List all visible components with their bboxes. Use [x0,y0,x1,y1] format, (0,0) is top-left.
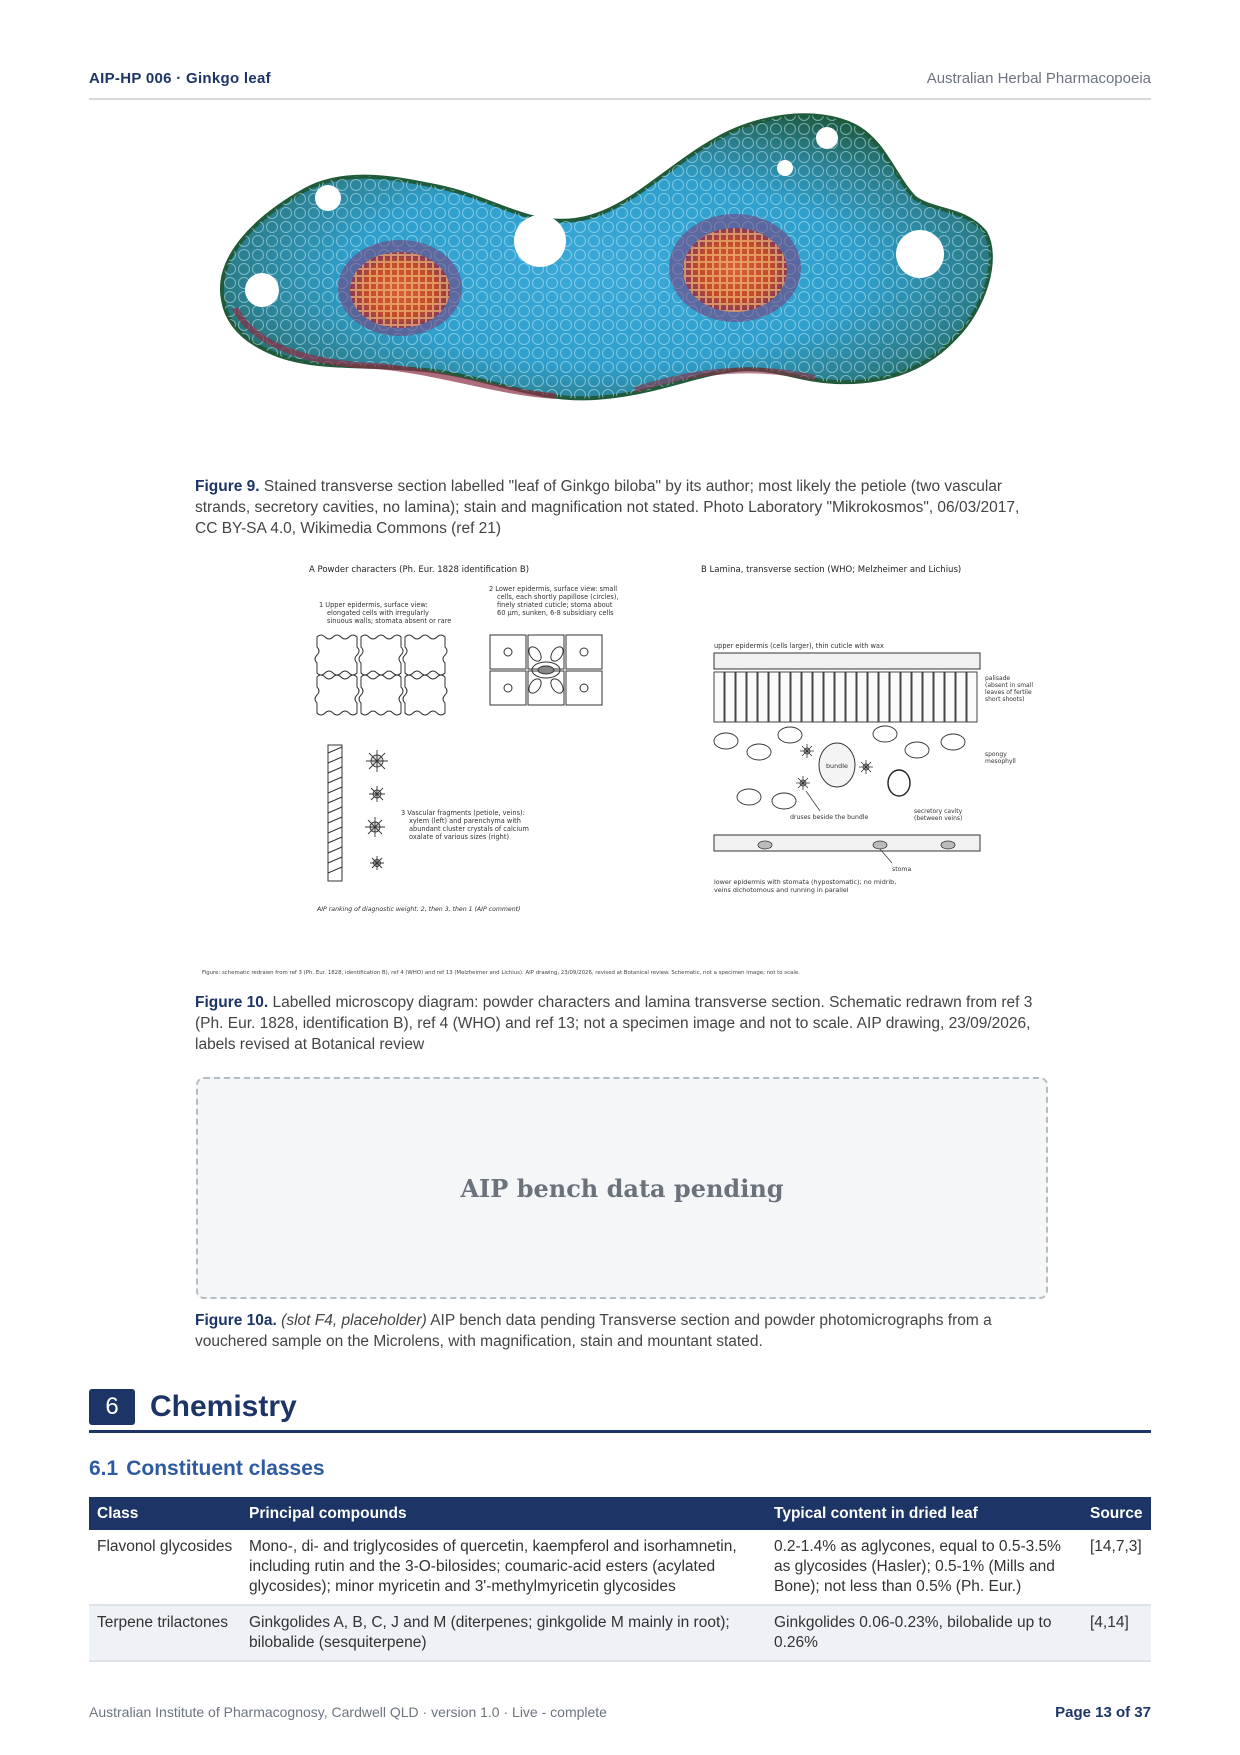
bundle-label: bundle [826,762,848,770]
lower-epidermis-note [489,585,619,617]
upper-epidermis-cells [315,635,447,715]
section-title: Chemistry [150,1390,297,1423]
section-number: 6 [89,1389,135,1425]
table-cell: [4,14] [1082,1605,1151,1661]
table-row [89,1605,1151,1661]
stoma-label: stoma [892,866,912,873]
subsection-title: Constituent classes [126,1457,325,1480]
lower-epidermis-note [714,878,896,894]
column-header: Class [89,1497,241,1530]
figure-10a-caption [195,1310,1045,1352]
running-header [89,70,1151,100]
table-cell: Flavonol glycosides [89,1530,241,1605]
diagram-footnote: Figure: schematic redrawn from ref 3 (Ph. Eur. 1828, identification B), ref 4 (WHO) and ref 13 (Melzheimer and Lichius). AIP drawing, 23/09/2026, revised at Botanical review. Schematic, not a specimen image; not to scale. [202,970,800,976]
figure-9-text: Stained transverse section labelled "leaf of Ginkgo biloba" by its author; most likely the petiole (two vascular strands, secretory cavities, no lamina); stain and magnification not stated. Photo Laboratory "Mikrokosmos", 06/03/2017, CC BY-SA 4.0, Wikimedia Commons (ref 21) [195,478,1020,537]
figure-10a-text: AIP bench data pending Transverse section and powder photomicrographs from a vouchered sample on the Microlens, with magnification, stain and mountant stated. [195,1312,992,1350]
figure-9-caption [195,476,1045,539]
section-heading [89,1385,1151,1433]
palisade-line: short shoots) [985,696,1025,703]
a3-line: abundant cluster crystals of calcium [409,825,529,833]
figure-9-label: Figure 9. [195,478,260,495]
a2-line: 60 µm, sunken, 6-8 subsidiary cells [497,609,614,617]
table-cell: 0.2-1.4% as aglycones, equal to 0.5-3.5% as glycosides (Hasler); 0.5-1% (Mills and Bone); not less than 0.5% (Ph. Eur.) [766,1530,1082,1605]
vascular-fragments-note [401,809,529,841]
a2-line: 2 Lower epidermis, surface view: small [489,585,618,593]
a1-line: 1 Upper epidermis, surface view: [319,601,428,609]
constituent-classes-table [89,1497,1151,1662]
cavity-line: (between veins) [914,815,963,822]
lower-line: lower epidermis with stomata (hypostomatic); no midrib, [714,878,897,886]
calcium-oxalate-druses [365,750,388,870]
column-header: Typical content in dried leaf [766,1497,1082,1530]
publication-name: Australian Herbal Pharmacopoeia [926,70,1151,87]
placeholder-text: AIP bench data pending [460,1173,784,1203]
a2-line: finely striated cuticle; stoma about [497,601,613,609]
lower-line: veins dichotomous and running in parallel [714,886,849,894]
microscopy-schematic [195,555,1045,980]
table-row [89,1530,1151,1605]
table-header-row [89,1497,1151,1530]
upper-epidermis-label: upper epidermis (cells larger), thin cuticle with wax [714,642,884,650]
column-header: Source [1082,1497,1151,1530]
figure-10-caption [195,992,1045,1055]
institute-info: Australian Institute of Pharmacognosy, Cardwell QLD · version 1.0 · Live - complete [89,1704,607,1720]
a1-line: elongated cells with irregularly [327,609,429,617]
lower-epidermis-layer [714,835,980,851]
palisade-line: palisade [985,675,1011,682]
table-cell: Ginkgolides A, B, C, J and M (diterpenes; ginkgolide M mainly in root); bilobalide (sesquiterpene) [241,1605,766,1661]
a1-line: sinuous walls; stomata absent or rare [327,617,452,625]
a3-line: xylem (left) and parenchyma with [409,817,521,825]
column-header: Principal compounds [241,1497,766,1530]
secretory-cavity-note [914,808,963,822]
a3-line: 3 Vascular fragments (petiole, veins): [401,809,525,817]
figure-10a-slot: (slot F4, placeholder) [281,1312,427,1329]
diagnostic-ranking: AIP ranking of diagnostic weight: 2, then 3, then 1 (AIP comment) [317,906,521,913]
spongy-note [985,751,1016,765]
document-code: AIP-HP 006 · Ginkgo leaf [89,70,271,87]
figure-10-text: Labelled microscopy diagram: powder characters and lamina transverse section. Schematic redrawn from ref 3 (Ph. Eur. 1828, identification B), ref 4 (WHO) and ref 13; not a specimen image and not to scale. AIP drawing, 23/09/2026, labels revised at Botanical review [195,994,1033,1053]
druses-label: druses beside the bundle [790,814,869,821]
bench-data-placeholder [196,1077,1048,1299]
running-footer [89,1704,1151,1720]
a3-line: oxalate of various sizes (right) [409,833,510,841]
table-cell: Ginkgolides 0.06-0.23%, bilobalide up to 0.26% [766,1605,1082,1661]
table-cell: [14,7,3] [1082,1530,1151,1605]
figure-10-label: Figure 10. [195,994,269,1011]
lower-epidermis-cells [490,635,602,705]
page-number: Page 13 of 37 [1055,1704,1151,1721]
upper-epidermis-layer [714,653,980,669]
figure-10a-label: Figure 10a. [195,1312,277,1329]
palisade-cells [714,672,977,722]
upper-epidermis-note [319,601,451,625]
xylem-fragment [328,745,342,881]
table-cell: Terpene trilactones [89,1605,241,1661]
palisade-line: leaves of fertile [985,689,1032,696]
subsection-number: 6.1 [89,1457,119,1480]
panel-a-title: A Powder characters (Ph. Eur. 1828 identification B) [309,565,530,575]
secretory-cavity [888,770,910,796]
panel-b-title: B Lamina, transverse section (WHO; Melzheimer and Lichius) [701,565,962,575]
cavity-line: secretory cavity [914,808,963,815]
table-cell: Mono-, di- and triglycosides of quercetin, kaempferol and isorhamnetin, including rutin and the 3-O-bilosides; coumaric-acid esters (acylated glycosides); minor myricetin and 3'-methylmyricetin glycosides [241,1530,766,1605]
palisade-line: (absent in small [985,682,1034,689]
petiole-section-photo [195,108,1045,468]
subsection-heading [89,1457,325,1481]
spongy-line: mesophyll [985,758,1016,765]
spongy-line: spongy [985,751,1007,758]
a2-line: cells, each shortly papillose (circles), [497,593,619,601]
palisade-note [985,675,1033,703]
